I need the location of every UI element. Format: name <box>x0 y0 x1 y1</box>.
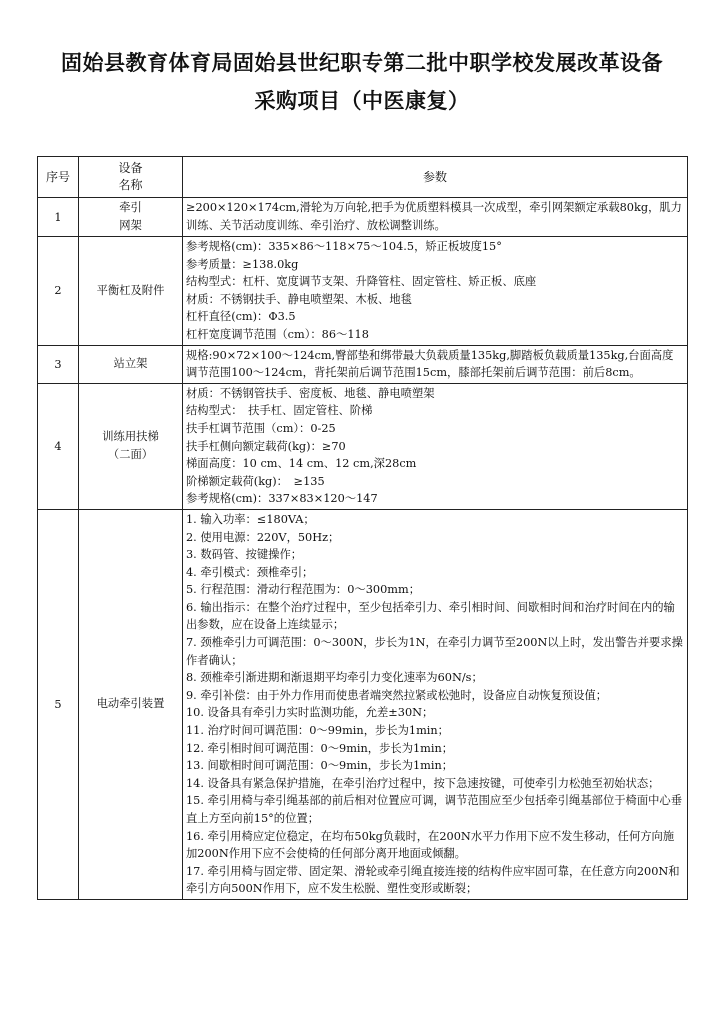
row-number: 2 <box>38 237 79 346</box>
param-line: 参考质量：≥138.0kg <box>186 257 299 271</box>
param-line: 13. 间歇相时间可调范围：0～9min，步长为1min； <box>186 759 454 773</box>
param-line: 材质：不锈钢管扶手、密度板、地毯、静电喷塑架 <box>186 386 435 400</box>
equipment-name <box>79 509 183 899</box>
table-row <box>38 198 688 237</box>
header-name <box>79 157 183 198</box>
title-line-2: 采购项目（中医康复） <box>254 89 470 113</box>
param-line: 7. 颈椎牵引力可调范围：0～300N，步长为1N，在牵引力调节至200N以上时，发出警告并要求操作者确认； <box>186 636 683 667</box>
param-line: 结构型式：杠杆、宽度调节支架、升降管柱、固定管柱、矫正板、底座 <box>186 275 537 289</box>
param-line: 3. 数码管、按键操作； <box>186 548 303 562</box>
param-line: 阶梯额定载荷(kg)： ≥135 <box>186 474 325 488</box>
param-line: 材质：不锈钢扶手、静电喷塑架、木板、地毯 <box>186 292 412 306</box>
param-line: ≥200×120×174cm,滑轮为万向轮,把手为优质塑料模具一次成型，牵引网架额定承载80kg，肌力训练、关节活动度训练、牵引治疗、放松调整训练。 <box>186 201 682 232</box>
equipment-name <box>79 345 183 383</box>
table-row <box>38 509 688 899</box>
table-row <box>38 345 688 383</box>
row-number: 5 <box>38 509 79 899</box>
param-line: 扶手杠侧向额定载荷(kg)：≥70 <box>186 439 346 453</box>
param-line: 扶手杠调节范围（cm）：0-25 <box>186 421 336 435</box>
param-line: 6. 输出指示：在整个治疗过程中，至少包括牵引力、牵引相时间、间歇相时间和治疗时间在内的输出参数，应在设备上连续显示； <box>186 600 675 632</box>
param-line: 9. 牵引补偿：由于外力作用而使患者端突然拉紧或松弛时，设备应自动恢复预设值； <box>186 688 608 702</box>
table-row <box>38 237 688 346</box>
param-line: 结构型式： 扶手杠、固定管柱、阶梯 <box>186 404 373 418</box>
equipment-name <box>79 383 183 509</box>
param-line: 杠杆宽度调节范围（cm）：86～118 <box>186 327 369 341</box>
header-name-line-2: 名称 <box>118 178 143 192</box>
equipment-name-line: 牵引 <box>119 201 142 214</box>
equipment-spec-table <box>37 156 688 900</box>
equipment-name-line: 站立架 <box>113 357 148 371</box>
table-row <box>38 383 688 509</box>
param-line: 10. 设备具有牵引力实时监测功能，允差±30N； <box>186 706 434 720</box>
param-line: 5. 行程范围：滑动行程范围为：0～300mm； <box>186 583 420 597</box>
param-line: 4. 牵引模式：颈椎牵引； <box>186 565 314 579</box>
equipment-name-line: （二面） <box>107 448 154 462</box>
equipment-params <box>183 383 688 509</box>
title-line-1: 固始县教育体育局固始县世纪职专第二批中职学校发展改革设备 <box>61 51 663 75</box>
param-line: 参考规格(cm)：337×83×120～147 <box>186 492 378 506</box>
equipment-name-line: 平衡杠及附件 <box>96 283 165 297</box>
header-name-line-1: 设备 <box>118 161 143 175</box>
header-params: 参数 <box>183 157 688 198</box>
row-number: 1 <box>38 198 79 237</box>
param-line: 16. 牵引用椅应定位稳定，在均布50kg负载时，在200N水平力作用下应不发生移动，任何方向施加200N作用下应不会使椅的任何部分离开地面或倾翻。 <box>186 829 675 861</box>
document-title <box>20 44 704 120</box>
equipment-name-line: 网架 <box>119 219 142 232</box>
equipment-params <box>183 198 688 237</box>
equipment-params <box>183 509 688 899</box>
equipment-name-line: 训练用扶梯 <box>102 430 159 444</box>
param-line: 14. 设备具有紧急保护措施，在牵引治疗过程中，按下急速按键，可使牵引力松弛至初始状态； <box>186 776 660 790</box>
equipment-params <box>183 237 688 346</box>
param-line: 15. 牵引用椅与牵引绳基部的前后相对位置应可调，调节范围应至少包括牵引绳基部位于椅面中心垂直上方至向前15°的位置； <box>186 794 683 825</box>
param-line: 17. 牵引用椅与固定带、固定架、滑轮或牵引绳直接连接的结构件应牢固可靠，在任意方向200N和牵引方向500N作用下，应不发生松脱、塑性变形或断裂； <box>186 864 680 896</box>
param-line: 1. 输入功率：≤180VA； <box>186 512 315 526</box>
param-line: 规格:90×72×100～124cm,臀部垫和绑带最大负载质量135kg,脚踏板负载质量135kg,台面高度调节范围100～124cm，背托架前后调节范围15cm，膝部托架前后调节范围：前后8cm。 <box>186 348 674 380</box>
param-line: 2. 使用电源：220V，50Hz； <box>186 530 340 544</box>
table-header-row <box>38 157 688 198</box>
equipment-name <box>79 198 183 237</box>
row-number: 4 <box>38 383 79 509</box>
equipment-name <box>79 237 183 346</box>
param-line: 8. 颈椎牵引渐进期和渐退期平均牵引力变化速率为60N/s； <box>186 671 483 685</box>
equipment-params <box>183 345 688 383</box>
table-body <box>38 198 688 900</box>
param-line: 杠杆直径(cm)：Φ3.5 <box>186 310 296 324</box>
equipment-name-line: 电动牵引装置 <box>96 697 165 711</box>
param-line: 12. 牵引相时间可调范围：0～9min，步长为1min； <box>186 741 454 755</box>
param-line: 梯面高度：10 cm、14 cm、12 cm,深28cm <box>186 457 417 471</box>
header-no: 序号 <box>38 157 79 198</box>
param-line: 参考规格(cm)：335×86～118×75～104.5，矫正板坡度15° <box>186 240 502 253</box>
row-number: 3 <box>38 345 79 383</box>
param-line: 11. 治疗时间可调范围：0～99min，步长为1min； <box>186 724 449 738</box>
